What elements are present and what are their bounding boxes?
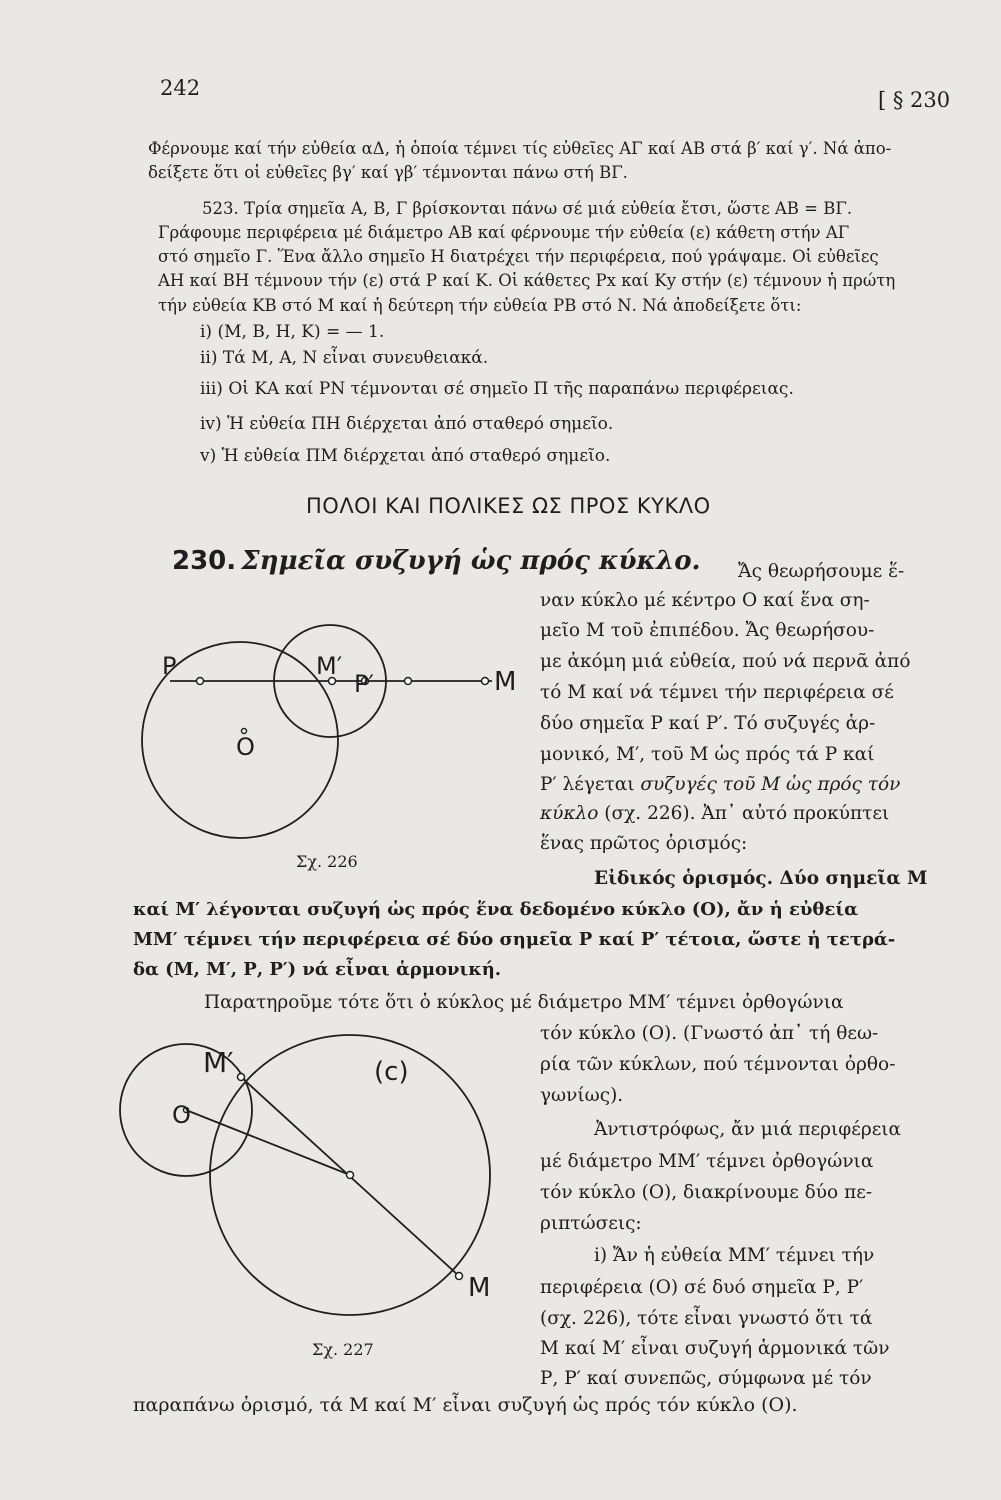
section-heading (172, 546, 701, 576)
rc1-line-2: ναν κύκλο μέ κέντρο Ο καί ἕνα ση- (540, 590, 870, 611)
definition-line-3: δα (Μ, Μ′, Ρ, Ρ′) νά εἶναι ἁρμονική. (133, 959, 502, 980)
rc2-line-12: Ρ, Ρ′ καί συνεπῶς, σύμφωνα μέ τόν (540, 1368, 872, 1389)
rc1-line-8-ital: συζυγές τοῦ Μ ὡς πρός τόν (640, 774, 901, 795)
rc1-line-5: τό Μ καί νά τέμνει τήν περιφέρεια σέ (540, 682, 894, 703)
section-number: 230. (172, 546, 237, 576)
observe-line: Παρατηροῦμε τότε ὅτι ὁ κύκλος μέ διάμετρο ΜΜ′ τέμνει ὀρθογώνια (204, 992, 844, 1013)
item-iv: iv) Ἡ εὐθεία ΠΗ διέρχεται ἀπό σταθερό σημεῖο. (200, 414, 614, 434)
section-marker: [ § 230 (878, 88, 951, 112)
rc2-line-3: γωνίως). (540, 1085, 624, 1106)
caption-227: Σχ. 227 (312, 1340, 374, 1359)
point-m-227 (456, 1273, 463, 1280)
rc1-line-8-pre: Ρ′ λέγεται (540, 774, 641, 795)
definition-line-1: καί Μ′ λέγονται συζυγή ὡς πρός ἕνα δεδομένο κύκλο (Ο), ἄν ἡ εὐθεία (133, 899, 858, 920)
rc2-line-10: (σχ. 226), τότε εἶναι γνωστό ὅτι τά (540, 1308, 873, 1329)
rc1-line-6: δύο σημεῖα Ρ καί Ρ′. Τό συζυγές ἁρ- (540, 713, 876, 734)
point-m-prime-227 (238, 1074, 245, 1081)
rc2-line-7: ριπτώσεις: (540, 1213, 642, 1234)
rc2-line-5: μέ διάμετρο ΜΜ′ τέμνει ὀρθογώνια (540, 1151, 874, 1172)
section-title: Σημεῖα συζυγή ὡς πρός κύκλο. (241, 546, 701, 576)
label-o-227: O (172, 1101, 191, 1129)
rc1-line-9 (540, 802, 889, 826)
point-p (197, 678, 204, 685)
rc1-line-9-ital: κύκλο (540, 803, 599, 824)
figure-226 (150, 580, 517, 860)
point-m (482, 678, 489, 685)
top-line-2: δείξετε ὅτι οἱ εὐθεῖες βγ′ καί γβ′ τέμνονται πάνω στή ΒΓ. (148, 163, 628, 182)
point-center-2 (405, 678, 412, 685)
chapter-title: ΠΟΛΟΙ ΚΑΙ ΠΟΛΙΚΕΣ ΩΣ ΠΡΟΣ ΚΥΚΛΟ (306, 494, 711, 518)
rc2-line-11: Μ καί Μ′ εἶναι συζυγή ἁρμονικά τῶν (540, 1338, 890, 1359)
rc1-line-4: με ἀκόμη μιά εὐθεία, πού νά περνᾶ ἀπό (540, 651, 911, 672)
exercise-523-line-5: τήν εὐθεία ΚΒ στό Μ καί ἡ δεύτερη τήν εὐθεία ΡΒ στό Ν. Νά ἀποδείξετε ὅτι: (158, 296, 802, 315)
last-line: παραπάνω ὁρισμό, τά Μ καί Μ′ εἶναι συζυγή ὡς πρός τόν κύκλο (Ο). (133, 1394, 798, 1416)
rc1-line-9-post: (σχ. 226). Ἀπ᾿ αὐτό προκύπτει (598, 803, 890, 824)
item-ii: ii) Τά Μ, Α, Ν εἶναι συνευθειακά. (200, 348, 489, 368)
item-iii: iii) Οἱ ΚΑ καί ΡΝ τέμνονται σέ σημεῖο Π τῆς παραπάνω περιφέρειας. (200, 379, 794, 399)
rc2-line-1: τόν κύκλο (Ο). (Γνωστό ἀπ᾿ τή θεω- (540, 1023, 879, 1044)
label-m: M (494, 667, 517, 697)
exercise-523-line-2: Γράφουμε περιφέρεια μέ διάμετρο ΑΒ καί φέρνουμε τήν εὐθεία (ε) κάθετη στήν ΑΓ (158, 223, 850, 242)
rc1-line-3: μεῖο Μ τοῦ ἐπιπέδου. Ἄς θεωρήσου- (540, 620, 875, 641)
rc2-line-2: ρία τῶν κύκλων, πού τέμνονται ὀρθο- (540, 1054, 896, 1075)
label-p: P (162, 652, 177, 680)
item-v: v) Ἡ εὐθεία ΠΜ διέρχεται ἀπό σταθερό σημεῖο. (200, 446, 611, 466)
label-p-prime: P′ (354, 670, 374, 698)
item-i: i) (Μ, Β, Η, Κ) = — 1. (200, 322, 385, 342)
definition-heading: Εἰδικός ὁρισμός. Δύο σημεῖα Μ (594, 868, 928, 889)
rc2-line-6: τόν κύκλο (Ο), διακρίνουμε δύο πε- (540, 1182, 873, 1203)
rc2-line-9: περιφέρεια (Ο) σέ δυό σημεῖα Ρ, Ρ′ (540, 1277, 864, 1298)
label-m-prime-227: M′ (203, 1046, 234, 1079)
top-line-1: Φέρνουμε καί τήν εὐθεία αΔ, ἡ ὁποία τέμνει τίς εὐθεῖες ΑΓ καί ΑΒ στά β′ καί γ′. Νά ἀπο- (148, 139, 892, 158)
rc1-line-10: ἕνας πρῶτος ὁρισμός: (540, 833, 748, 854)
rc2-line-4: Ἀντιστρόφως, ἄν μιά περιφέρεια (594, 1119, 902, 1140)
label-c-227: (c) (374, 1057, 409, 1087)
label-m-prime: M′ (316, 652, 343, 680)
rc1-line-7: μονικό, Μ′, τοῦ Μ ὡς πρός τά Ρ καί (540, 744, 875, 765)
page-number: 242 (160, 76, 201, 100)
label-m-227: M (468, 1273, 491, 1303)
caption-226: Σχ. 226 (296, 852, 358, 871)
exercise-523-line-4: ΑΗ καί ΒΗ τέμνουν τήν (ε) στά Ρ καί Κ. Οἱ κάθετες Ρx καί Κy στήν (ε) τέμνουν ἡ πρώτη (158, 271, 896, 290)
label-o: O (236, 733, 255, 761)
exercise-523-line-1: 523. Τρία σημεῖα Α, Β, Γ βρίσκονται πάνω σέ μιά εὐθεία ἔτσι, ὥστε ΑΒ = ΒΓ. (202, 199, 853, 218)
exercise-523-line-3: στό σημεῖο Γ. Ἕνα ἄλλο σημεῖο Η διατρέχει τήν περιφέρεια, πού γράψαμε. Οἱ εὐθεῖες (158, 247, 879, 266)
figure-227 (110, 1020, 530, 1340)
point-center-227 (347, 1172, 354, 1179)
rc1-line-1: Ἄς θεωρήσουμε ἕ- (738, 561, 905, 582)
rc2-line-8: i) Ἄν ἡ εὐθεία ΜΜ′ τέμνει τήν (594, 1245, 875, 1266)
definition-line-2: ΜΜ′ τέμνει τήν περιφέρεια σέ δύο σημεῖα Ρ καί Ρ′ τέτοια, ὥστε ἡ τετρά- (133, 929, 896, 950)
rc1-line-8 (540, 773, 900, 797)
